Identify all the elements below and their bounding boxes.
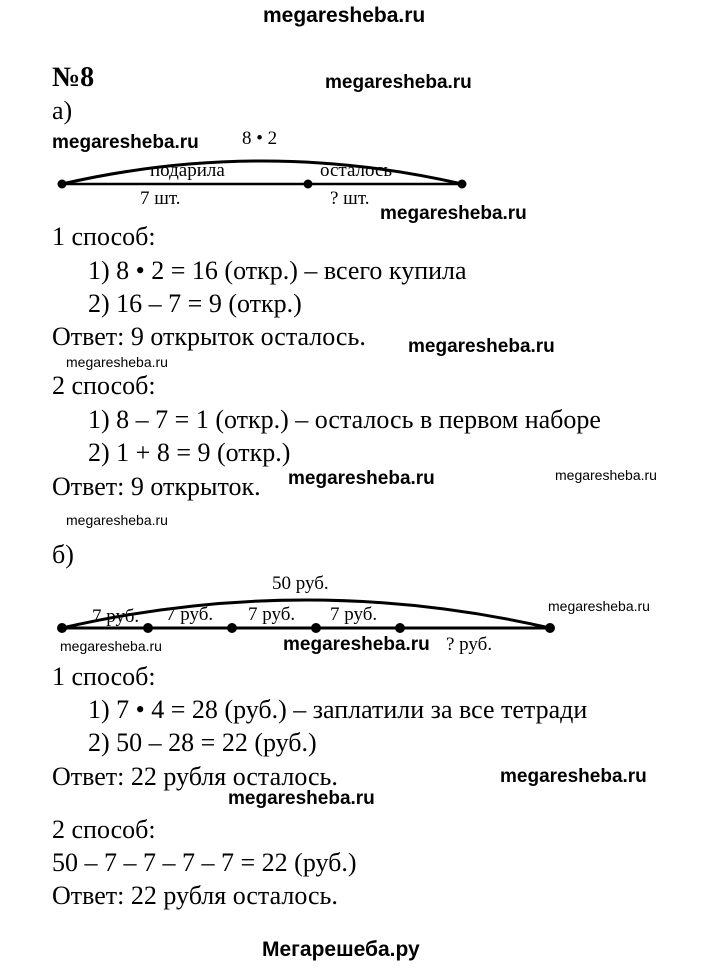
part-a-method2-step2: 2) 1 + 8 = 9 (откр.) [88, 438, 291, 467]
part-a-given-label: подарила [150, 160, 225, 181]
part-b-point [311, 623, 321, 633]
part-a-total-arc [62, 161, 462, 184]
part-b-seg4-label: 7 руб. [330, 604, 378, 625]
part-b-label: б) [52, 540, 74, 569]
part-b-method2-title: 2 способ: [52, 815, 156, 844]
watermark: megaresheba.ru [66, 354, 168, 370]
part-a-point [58, 180, 67, 189]
watermark: megaresheba.ru [228, 788, 375, 809]
part-a-method1-title: 1 способ: [52, 222, 156, 251]
watermark: megaresheba.ru [555, 467, 657, 483]
part-a-point [458, 180, 467, 189]
watermark: megaresheba.ru [548, 598, 650, 614]
part-a-label: а) [52, 96, 73, 125]
part-b-method1-title: 1 способ: [52, 662, 156, 691]
watermark: megaresheba.ru [283, 634, 430, 655]
task-number: №8 [52, 62, 95, 93]
watermark: megaresheba.ru [500, 766, 647, 787]
part-b-method1-step1: 1) 7 • 4 = 28 (руб.) – заплатили за все тетради [88, 695, 588, 724]
part-a-method2-title: 2 способ: [52, 371, 156, 400]
part-b-point [143, 623, 153, 633]
part-a-given-count: 7 шт. [140, 188, 181, 209]
part-a-remain-label: осталось [320, 160, 393, 181]
part-b-point [545, 623, 555, 633]
part-a-method2-answer: Ответ: 9 открыток. [52, 472, 261, 501]
watermark: megaresheba.ru [66, 512, 168, 528]
part-a-total-label: 8 • 2 [242, 128, 278, 149]
watermark: megaresheba.ru [380, 203, 527, 224]
part-b-method2-line: 50 – 7 – 7 – 7 – 7 = 22 (руб.) [52, 848, 357, 877]
watermark: megaresheba.ru [60, 638, 162, 654]
watermark: megaresheba.ru [52, 132, 199, 153]
part-a-method1-step1: 1) 8 • 2 = 16 (откр.) – всего купила [88, 256, 467, 285]
footer-watermark: Мегарешеба.ру [262, 938, 420, 961]
part-a-remain-count: ? шт. [330, 188, 370, 209]
watermark: megaresheba.ru [408, 336, 555, 357]
part-b-method1-answer: Ответ: 22 рубля осталось. [52, 762, 338, 791]
part-b-method2-answer: Ответ: 22 рубля осталось. [52, 881, 338, 910]
part-b-seg1-label: 7 руб. [92, 606, 140, 627]
part-b-point [227, 623, 237, 633]
part-b-point [395, 623, 405, 633]
part-a-point [304, 180, 313, 189]
part-b-total-label: 50 руб. [272, 573, 329, 594]
part-b-method1-step2: 2) 50 – 28 = 22 (руб.) [88, 728, 317, 757]
part-b-seg3-label: 7 руб. [248, 604, 296, 625]
watermark: megaresheba.ru [288, 468, 435, 489]
part-b-point [57, 623, 67, 633]
watermark: megaresheba.ru [325, 72, 472, 93]
header-watermark: megaresheba.ru [263, 4, 426, 27]
part-b-rest-label: ? руб. [446, 634, 493, 655]
part-a-method1-step2: 2) 16 – 7 = 9 (откр.) [88, 289, 302, 318]
part-a-method2-step1: 1) 8 – 7 = 1 (откр.) – осталось в первом наборе [88, 405, 601, 434]
part-a-method1-answer: Ответ: 9 открыток осталось. [52, 322, 366, 351]
part-b-seg2-label: 7 руб. [166, 604, 214, 625]
